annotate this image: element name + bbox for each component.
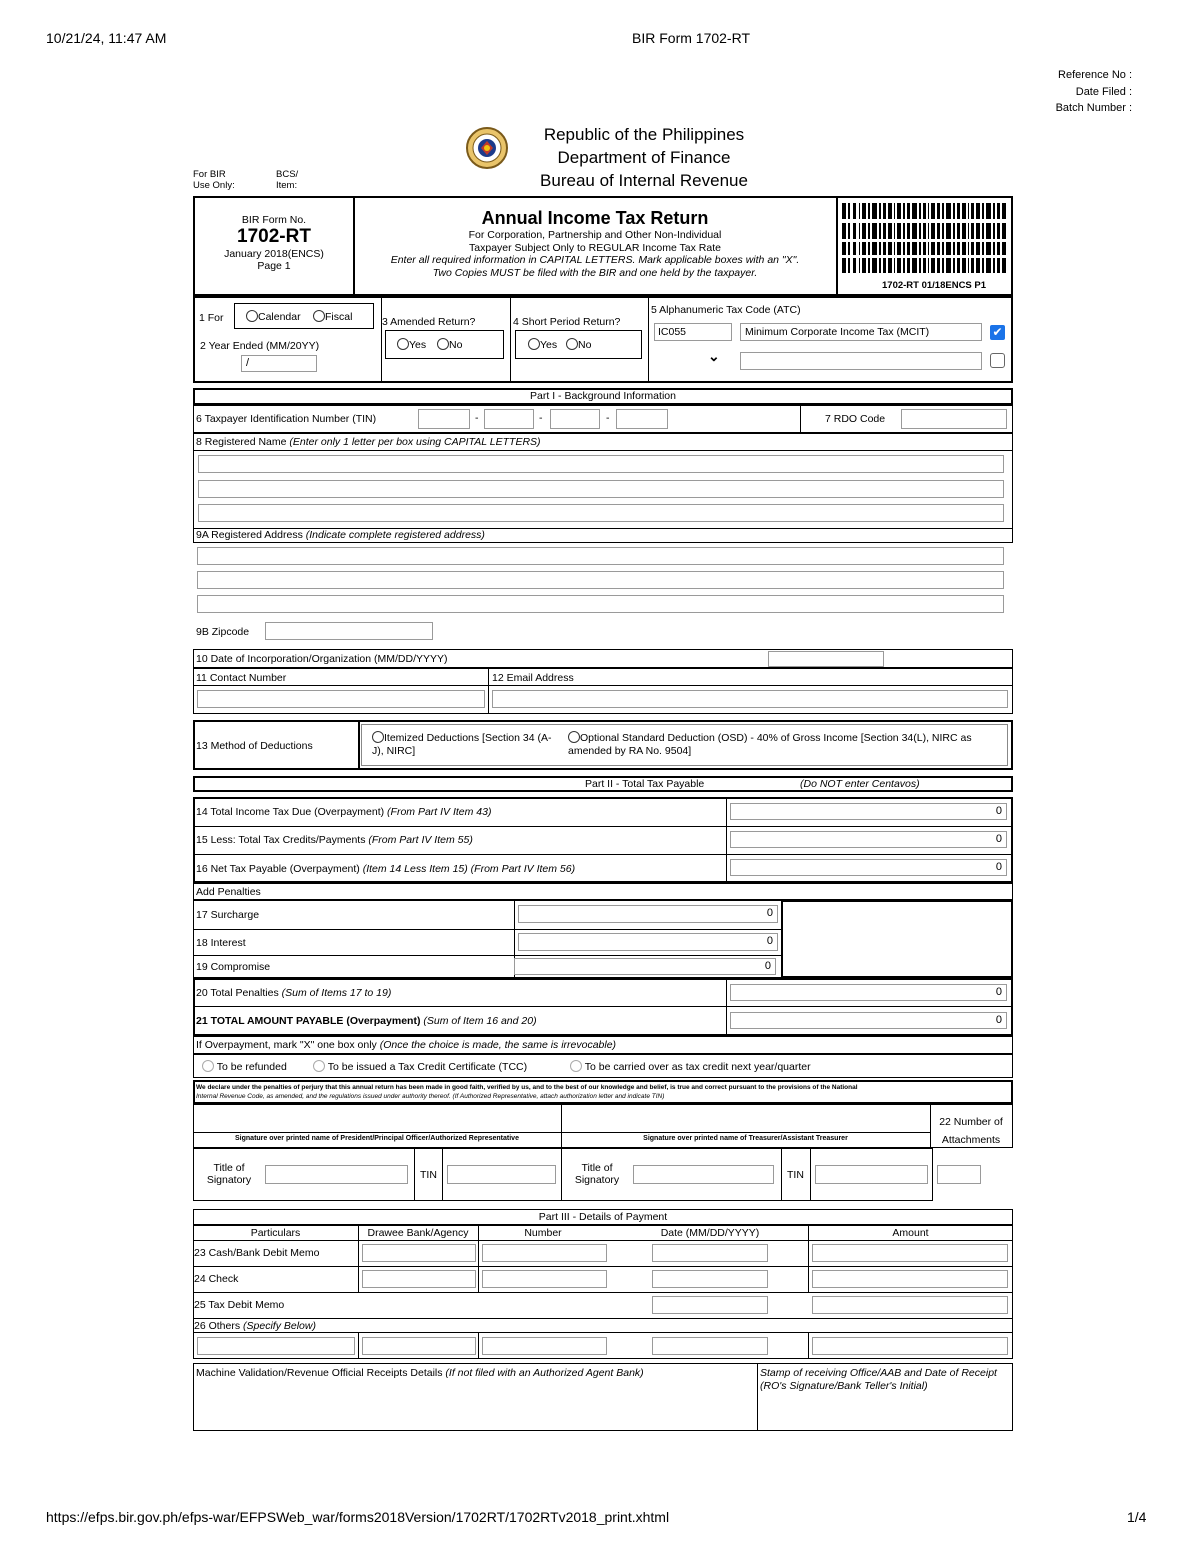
option-tcc[interactable]: To be issued a Tax Credit Certificate (TCC) — [313, 1060, 527, 1073]
year-ended-input[interactable]: / — [241, 355, 317, 372]
print-title: BIR Form 1702-RT — [632, 30, 750, 46]
title-input-1[interactable] — [265, 1165, 408, 1184]
tin-input-4[interactable] — [616, 409, 668, 429]
registered-address-label: 9A Registered Address (Indicate complete registered address) — [196, 529, 485, 541]
reference-no: Reference No : — [1058, 69, 1132, 81]
name-input-1[interactable] — [198, 455, 1004, 473]
item21-label: 21 TOTAL AMOUNT PAYABLE (Overpayment) (Sum of Item 16 and 20) — [196, 1015, 537, 1027]
row26-number[interactable] — [482, 1337, 607, 1355]
bir-seal-icon — [463, 126, 511, 170]
incorporation-label: 10 Date of Incorporation/Organization (MM/DD/YYYY) — [196, 653, 448, 665]
item18-input[interactable]: 0 — [518, 933, 778, 951]
row25-label: 25 Tax Debit Memo — [194, 1299, 285, 1311]
item21-input[interactable]: 0 — [730, 1012, 1007, 1029]
row23-date[interactable] — [652, 1244, 768, 1262]
part2-hint: (Do NOT enter Centavos) — [800, 778, 920, 790]
row24-number[interactable] — [482, 1270, 607, 1288]
form-sub4: Two Copies MUST be filed with the BIR and one held by the taxpayer. — [432, 266, 758, 279]
form-version: January 2018(ENCS) — [224, 248, 324, 260]
signature-president: Signature over printed name of President/Principal Officer/Authorized Representative — [235, 1135, 519, 1142]
footer-page: 1/4 — [1127, 1509, 1147, 1525]
for-bir-label: For BIR Use Only: — [193, 169, 235, 191]
batch-number: Batch Number : — [1055, 102, 1132, 114]
attachments-input[interactable] — [937, 1165, 981, 1184]
col-amount: Amount — [892, 1227, 929, 1239]
option-carry-over[interactable]: To be carried over as tax credit next year/quarter — [570, 1060, 811, 1073]
row26-bank[interactable] — [362, 1337, 476, 1355]
row26-specify[interactable] — [197, 1337, 355, 1355]
row25-amount[interactable] — [812, 1296, 1008, 1314]
method-label: 13 Method of Deductions — [196, 740, 313, 752]
item17-label: 17 Surcharge — [196, 909, 260, 921]
form-title: Annual Income Tax Return — [481, 208, 709, 228]
item19-label: 19 Compromise — [196, 961, 271, 973]
contact-label: 11 Contact Number — [196, 672, 287, 684]
item18-label: 18 Interest — [196, 937, 246, 949]
tin-label: 6 Taxpayer Identification Number (TIN) — [196, 413, 377, 425]
agency-bir: Bureau of Internal Revenue — [540, 171, 748, 190]
email-input[interactable] — [492, 690, 1008, 708]
col-particulars: Particulars — [250, 1227, 301, 1239]
signature-treasurer: Signature over printed name of Treasurer/Assistant Treasurer — [643, 1135, 848, 1142]
tin-input-3[interactable] — [550, 409, 600, 429]
item3-label: 3 Amended Return? — [382, 316, 476, 328]
form-label: BIR Form No. — [241, 214, 307, 226]
agency-header — [510, 123, 778, 192]
print-datetime: 10/21/24, 11:47 AM — [46, 30, 167, 46]
radio-short-yes[interactable]: Yes — [528, 338, 557, 351]
form-sub2: Taxpayer Subject Only to REGULAR Income Tax Rate — [469, 241, 721, 254]
penalties-side-box — [781, 900, 1013, 978]
item14-label: 14 Total Income Tax Due (Overpayment) (From Part IV Item 43) — [196, 806, 492, 818]
radio-itemized[interactable] — [372, 731, 384, 743]
atc-checkbox-checked[interactable]: ✔ — [990, 325, 1005, 340]
barcode — [842, 203, 1008, 273]
form-number-block — [195, 214, 353, 272]
atc-desc-input-2[interactable] — [740, 352, 982, 370]
row26-label: 26 Others (Specify Below) — [194, 1320, 316, 1332]
tin-input-1[interactable] — [418, 409, 470, 429]
stamp-label: Stamp of receiving Office/AAB and Date of Receipt (RO's Signature/Bank Teller's Initial) — [760, 1367, 997, 1392]
rdo-input[interactable] — [901, 409, 1007, 429]
radio-short-no[interactable]: No — [566, 338, 591, 351]
row26-date[interactable] — [652, 1337, 768, 1355]
part1-title: Part I - Background Information — [530, 390, 676, 402]
item16-input[interactable]: 0 — [730, 859, 1007, 876]
form-number: 1702-RT — [237, 226, 311, 247]
form-page: Page 1 — [257, 260, 291, 272]
zipcode-input[interactable] — [265, 622, 433, 640]
row24-bank[interactable] — [362, 1270, 476, 1288]
item20-input[interactable]: 0 — [730, 984, 1007, 1001]
atc-code-input[interactable]: IC055 — [654, 323, 732, 341]
penalties-bar — [193, 883, 1013, 900]
address-input-1[interactable] — [197, 547, 1004, 565]
item15-input[interactable]: 0 — [730, 831, 1007, 848]
form-title-block — [355, 207, 835, 279]
email-label: 12 Email Address — [492, 672, 574, 684]
tin-label-2: TIN — [787, 1169, 804, 1181]
agency-republic: Republic of the Philippines — [543, 125, 745, 144]
tin-input-2[interactable] — [484, 409, 534, 429]
title-signatory-1: Title of Signatory — [206, 1162, 252, 1186]
col-bank: Drawee Bank/Agency — [367, 1227, 469, 1239]
item19-input[interactable]: 0 — [514, 958, 776, 975]
title-input-2[interactable] — [633, 1165, 774, 1184]
radio-fiscal[interactable]: Fiscal — [313, 310, 352, 323]
col-number: Number — [524, 1227, 562, 1239]
row23-amount[interactable] — [812, 1244, 1008, 1262]
address-input-3[interactable] — [197, 595, 1004, 613]
item2-label: 2 Year Ended (MM/20YY) — [200, 340, 320, 352]
atc-desc-input[interactable]: Minimum Corporate Income Tax (MCIT) — [740, 323, 982, 341]
name-input-3[interactable] — [198, 504, 1004, 522]
tin-label-1: TIN — [420, 1169, 437, 1181]
radio-calendar-icon[interactable] — [246, 310, 258, 322]
zipcode-label: 9B Zipcode — [196, 626, 250, 638]
item17-input[interactable]: 0 — [518, 905, 778, 923]
radio-fiscal-icon[interactable] — [313, 310, 325, 322]
contact-input[interactable] — [197, 690, 485, 708]
declaration-text: We declare under the penalties of perjury that this annual return has been made in good faith, verified by us, and to the best of our knowledge and belief, is true and correct pursuant to the provisions of the National Internal Revenue Code, as amended, and the regulations issued under authority thereof. (If Authorized Representative, attach authorization letter and indicate TIN) — [196, 1084, 858, 1100]
row24-date[interactable] — [652, 1270, 768, 1288]
radio-osd[interactable] — [568, 731, 580, 743]
sig-tin-input-2[interactable] — [815, 1165, 928, 1184]
atc-checkbox-2[interactable] — [990, 353, 1005, 368]
item20-label: 20 Total Penalties (Sum of Items 17 to 19) — [196, 987, 392, 999]
method-itemized[interactable]: Itemized Deductions [Section 34 (A-J), NIRC] — [372, 732, 552, 757]
radio-amended-no[interactable]: No — [437, 338, 462, 351]
item14-input[interactable]: 0 — [730, 803, 1007, 820]
chevron-down-icon[interactable]: ⌄ — [708, 348, 720, 364]
rdo-label: 7 RDO Code — [825, 413, 886, 425]
row23-number[interactable] — [482, 1244, 607, 1262]
radio-calendar[interactable]: Calendar — [246, 310, 301, 323]
reference-block — [1056, 67, 1132, 117]
penalties-label: Add Penalties — [196, 886, 261, 898]
row23-bank[interactable] — [362, 1244, 476, 1262]
name-input-2[interactable] — [198, 480, 1004, 498]
form-sub1: For Corporation, Partnership and Other Non-Individual — [468, 229, 722, 241]
attachments-label: 22 Number of Attachments — [939, 1116, 1003, 1146]
overpay-label: If Overpayment, mark "X" one box only (Once the choice is made, the same is irrevocable) — [196, 1039, 617, 1051]
agency-dof: Department of Finance — [557, 148, 731, 167]
row25-date[interactable] — [652, 1296, 768, 1314]
part2-title: Part II - Total Tax Payable — [585, 778, 705, 790]
item5-label: 5 Alphanumeric Tax Code (ATC) — [651, 304, 801, 316]
item15-label: 15 Less: Total Tax Credits/Payments (From Part IV Item 55) — [196, 834, 473, 846]
title-signatory-2: Title of Signatory — [574, 1162, 620, 1186]
row24-amount[interactable] — [812, 1270, 1008, 1288]
col-date: Date (MM/DD/YYYY) — [660, 1227, 760, 1239]
machine-validation-label: Machine Validation/Revenue Official Receipts Details (If not filed with an Authorized Agent Bank) — [196, 1367, 644, 1379]
barcode-code: 1702-RT 01/18ENCS P1 — [882, 280, 987, 291]
method-osd[interactable]: Optional Standard Deduction (OSD) - 40% of Gross Income [Section 34(L), NIRC as amended by RA No. 9504] — [568, 732, 972, 757]
sig-tin-input-1[interactable] — [447, 1165, 556, 1184]
row26-amount[interactable] — [812, 1337, 1008, 1355]
item1-label: 1 For — [199, 312, 224, 324]
option-refund[interactable]: To be refunded — [202, 1060, 287, 1073]
form-sub3: Enter all required information in CAPITAL LETTERS. Mark applicable boxes with an "X". — [390, 254, 800, 266]
row23-label: 23 Cash/Bank Debit Memo — [194, 1247, 320, 1259]
bcs-item-label: BCS/ Item: — [276, 169, 299, 191]
footer-url: https://efps.bir.gov.ph/efps-war/EFPSWeb_war/forms2018Version/1702RT/1702RTv2018_print.xhtml — [46, 1509, 670, 1525]
part3-title: Part III - Details of Payment — [538, 1211, 668, 1223]
incorporation-date-input[interactable] — [768, 651, 884, 667]
row24-label: 24 Check — [194, 1273, 239, 1285]
date-filed: Date Filed : — [1075, 85, 1132, 98]
address-input-2[interactable] — [197, 571, 1004, 589]
radio-amended-yes[interactable]: Yes — [397, 338, 426, 351]
item16-label: 16 Net Tax Payable (Overpayment) (Item 14 Less Item 15) (From Part IV Item 56) — [196, 863, 576, 875]
registered-name-label: 8 Registered Name (Enter only 1 letter per box using CAPITAL LETTERS) — [196, 436, 541, 448]
item4-label: 4 Short Period Return? — [513, 316, 621, 328]
